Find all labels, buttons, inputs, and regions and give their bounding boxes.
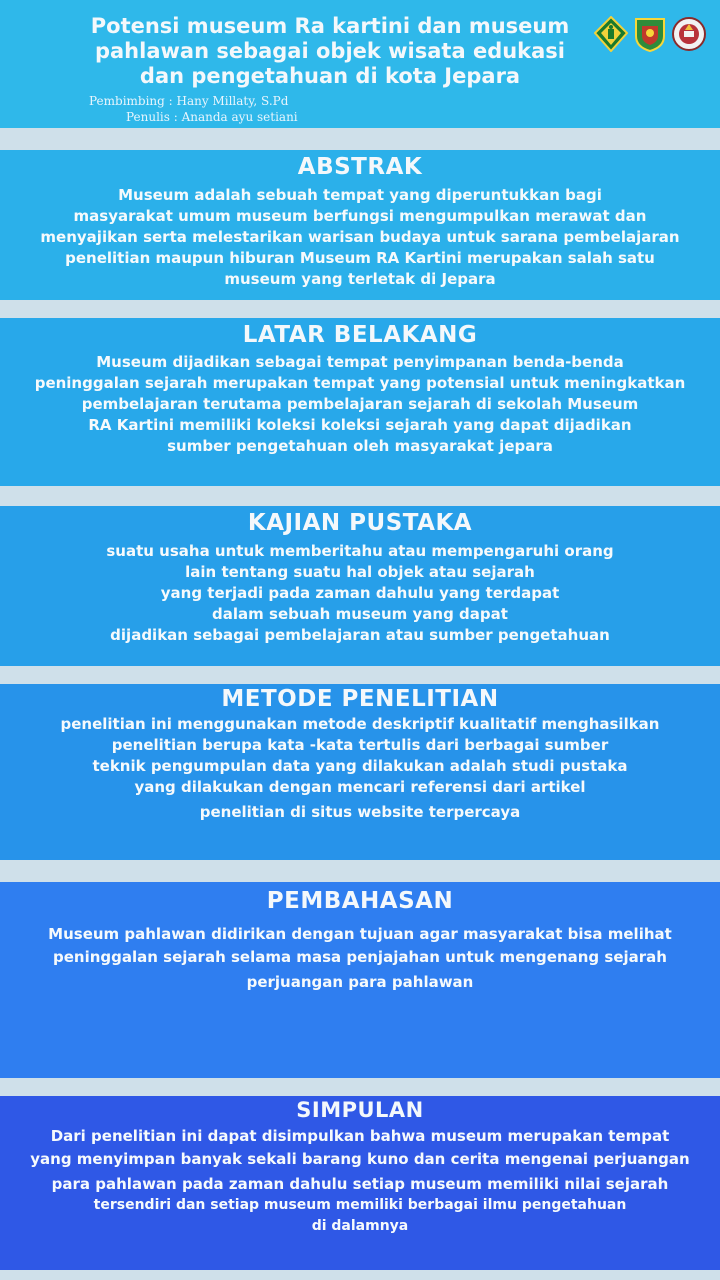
abstract-section	[0, 150, 720, 300]
conclusion-section	[0, 1096, 720, 1270]
ministry-of-religion-logo	[594, 16, 628, 52]
poster-title-line: dan pengetahuan di kota Jepara	[139, 64, 521, 88]
section-body	[10, 714, 710, 823]
body-line: di dalamnya	[311, 1218, 409, 1234]
section-body	[10, 924, 710, 993]
body-line: penelitian berupa kata -kata tertulis dari berbagai sumber	[111, 736, 609, 754]
body-line: Museum pahlawan didirikan dengan tujuan agar masyarakat bisa melihat	[48, 925, 672, 943]
body-line: perjuangan para pahlawan	[246, 973, 474, 991]
body-line: para pahlawan pada zaman dahulu setiap museum memiliki nilai sejarah	[51, 1175, 669, 1193]
body-line: penelitian di situs website terpercaya	[199, 803, 521, 821]
body-line: dalam sebuah museum yang dapat	[212, 605, 508, 623]
body-line: sumber pengetahuan oleh masyarakat jepara	[167, 437, 553, 455]
section-title: PEMBAHASAN	[266, 888, 454, 914]
poster-title-line: pahlawan sebagai objek wisata edukasi	[94, 39, 566, 63]
discussion-section	[0, 882, 720, 1078]
body-line: lain tentang suatu hal objek atau sejarah	[185, 563, 535, 581]
section-title: METODE PENELITIAN	[221, 686, 499, 712]
body-line: menyajikan serta melestarikan warisan budaya untuk sarana pembelajaran	[40, 228, 680, 246]
section-body	[10, 1126, 710, 1237]
body-line: penelitian ini menggunakan metode deskriptif kualitatif menghasilkan	[60, 715, 660, 733]
body-line: yang menyimpan banyak sekali barang kuno dan cerita mengenai perjuangan	[30, 1150, 690, 1168]
poster-title	[80, 14, 580, 89]
section-title: SIMPULAN	[296, 1098, 424, 1122]
body-line: yang terjadi pada zaman dahulu yang terdapat	[160, 584, 560, 602]
body-line: Museum dijadikan sebagai tempat penyimpanan benda-benda	[96, 353, 624, 371]
body-line: suatu usaha untuk memberitahu atau mempengaruhi orang	[106, 542, 614, 560]
body-line: tersendiri dan setiap museum memiliki berbagai ilmu pengetahuan	[93, 1197, 627, 1213]
section-body	[10, 185, 710, 290]
body-line: RA Kartini memiliki koleksi koleksi sejarah yang dapat dijadikan	[88, 416, 632, 434]
section-body	[10, 352, 710, 457]
body-line: peninggalan sejarah merupakan tempat yang potensial untuk meningkatkan	[34, 374, 686, 392]
body-line: Dari penelitian ini dapat disimpulkan bahwa museum merupakan tempat	[50, 1127, 670, 1145]
poster-title-line: Potensi museum Ra kartini dan museum	[90, 14, 570, 38]
section-title: LATAR BELAKANG	[242, 322, 478, 348]
section-title: ABSTRAK	[297, 154, 423, 180]
section-body	[10, 541, 710, 646]
poster-header	[0, 0, 720, 128]
research-method-section	[0, 684, 720, 860]
body-line: dijadikan sebagai pembelajaran atau sumber pengetahuan	[110, 626, 610, 644]
body-line: penelitian maupun hiburan Museum RA Kartini merupakan salah satu	[65, 249, 655, 267]
body-line: teknik pengumpulan data yang dilakukan adalah studi pustaka	[92, 757, 628, 775]
school-emblem-logo	[672, 16, 706, 52]
body-line: museum yang terletak di Jepara	[224, 270, 496, 288]
body-line: pembelajaran terutama pembelajaran sejarah di sekolah Museum	[81, 395, 639, 413]
body-line: Museum adalah sebuah tempat yang diperuntukkan bagi	[118, 186, 602, 204]
body-line: peninggalan sejarah selama masa penjajahan untuk mengenang sejarah	[53, 948, 667, 966]
section-title: KAJIAN PUSTAKA	[247, 510, 473, 536]
regency-crest-logo	[633, 16, 667, 52]
background-section	[0, 318, 720, 486]
supervisor-credit: Pembimbing : Hany Millaty, S.Pd	[89, 94, 289, 108]
writer-credit: Penulis : Ananda ayu setiani	[126, 110, 298, 124]
bottom-divider	[0, 1270, 720, 1280]
body-line: yang dilakukan dengan mencari referensi dari artikel	[134, 778, 586, 796]
logo-group	[594, 16, 706, 52]
body-line: masyarakat umum museum berfungsi mengumpulkan merawat dan	[73, 207, 647, 225]
literature-review-section	[0, 506, 720, 666]
